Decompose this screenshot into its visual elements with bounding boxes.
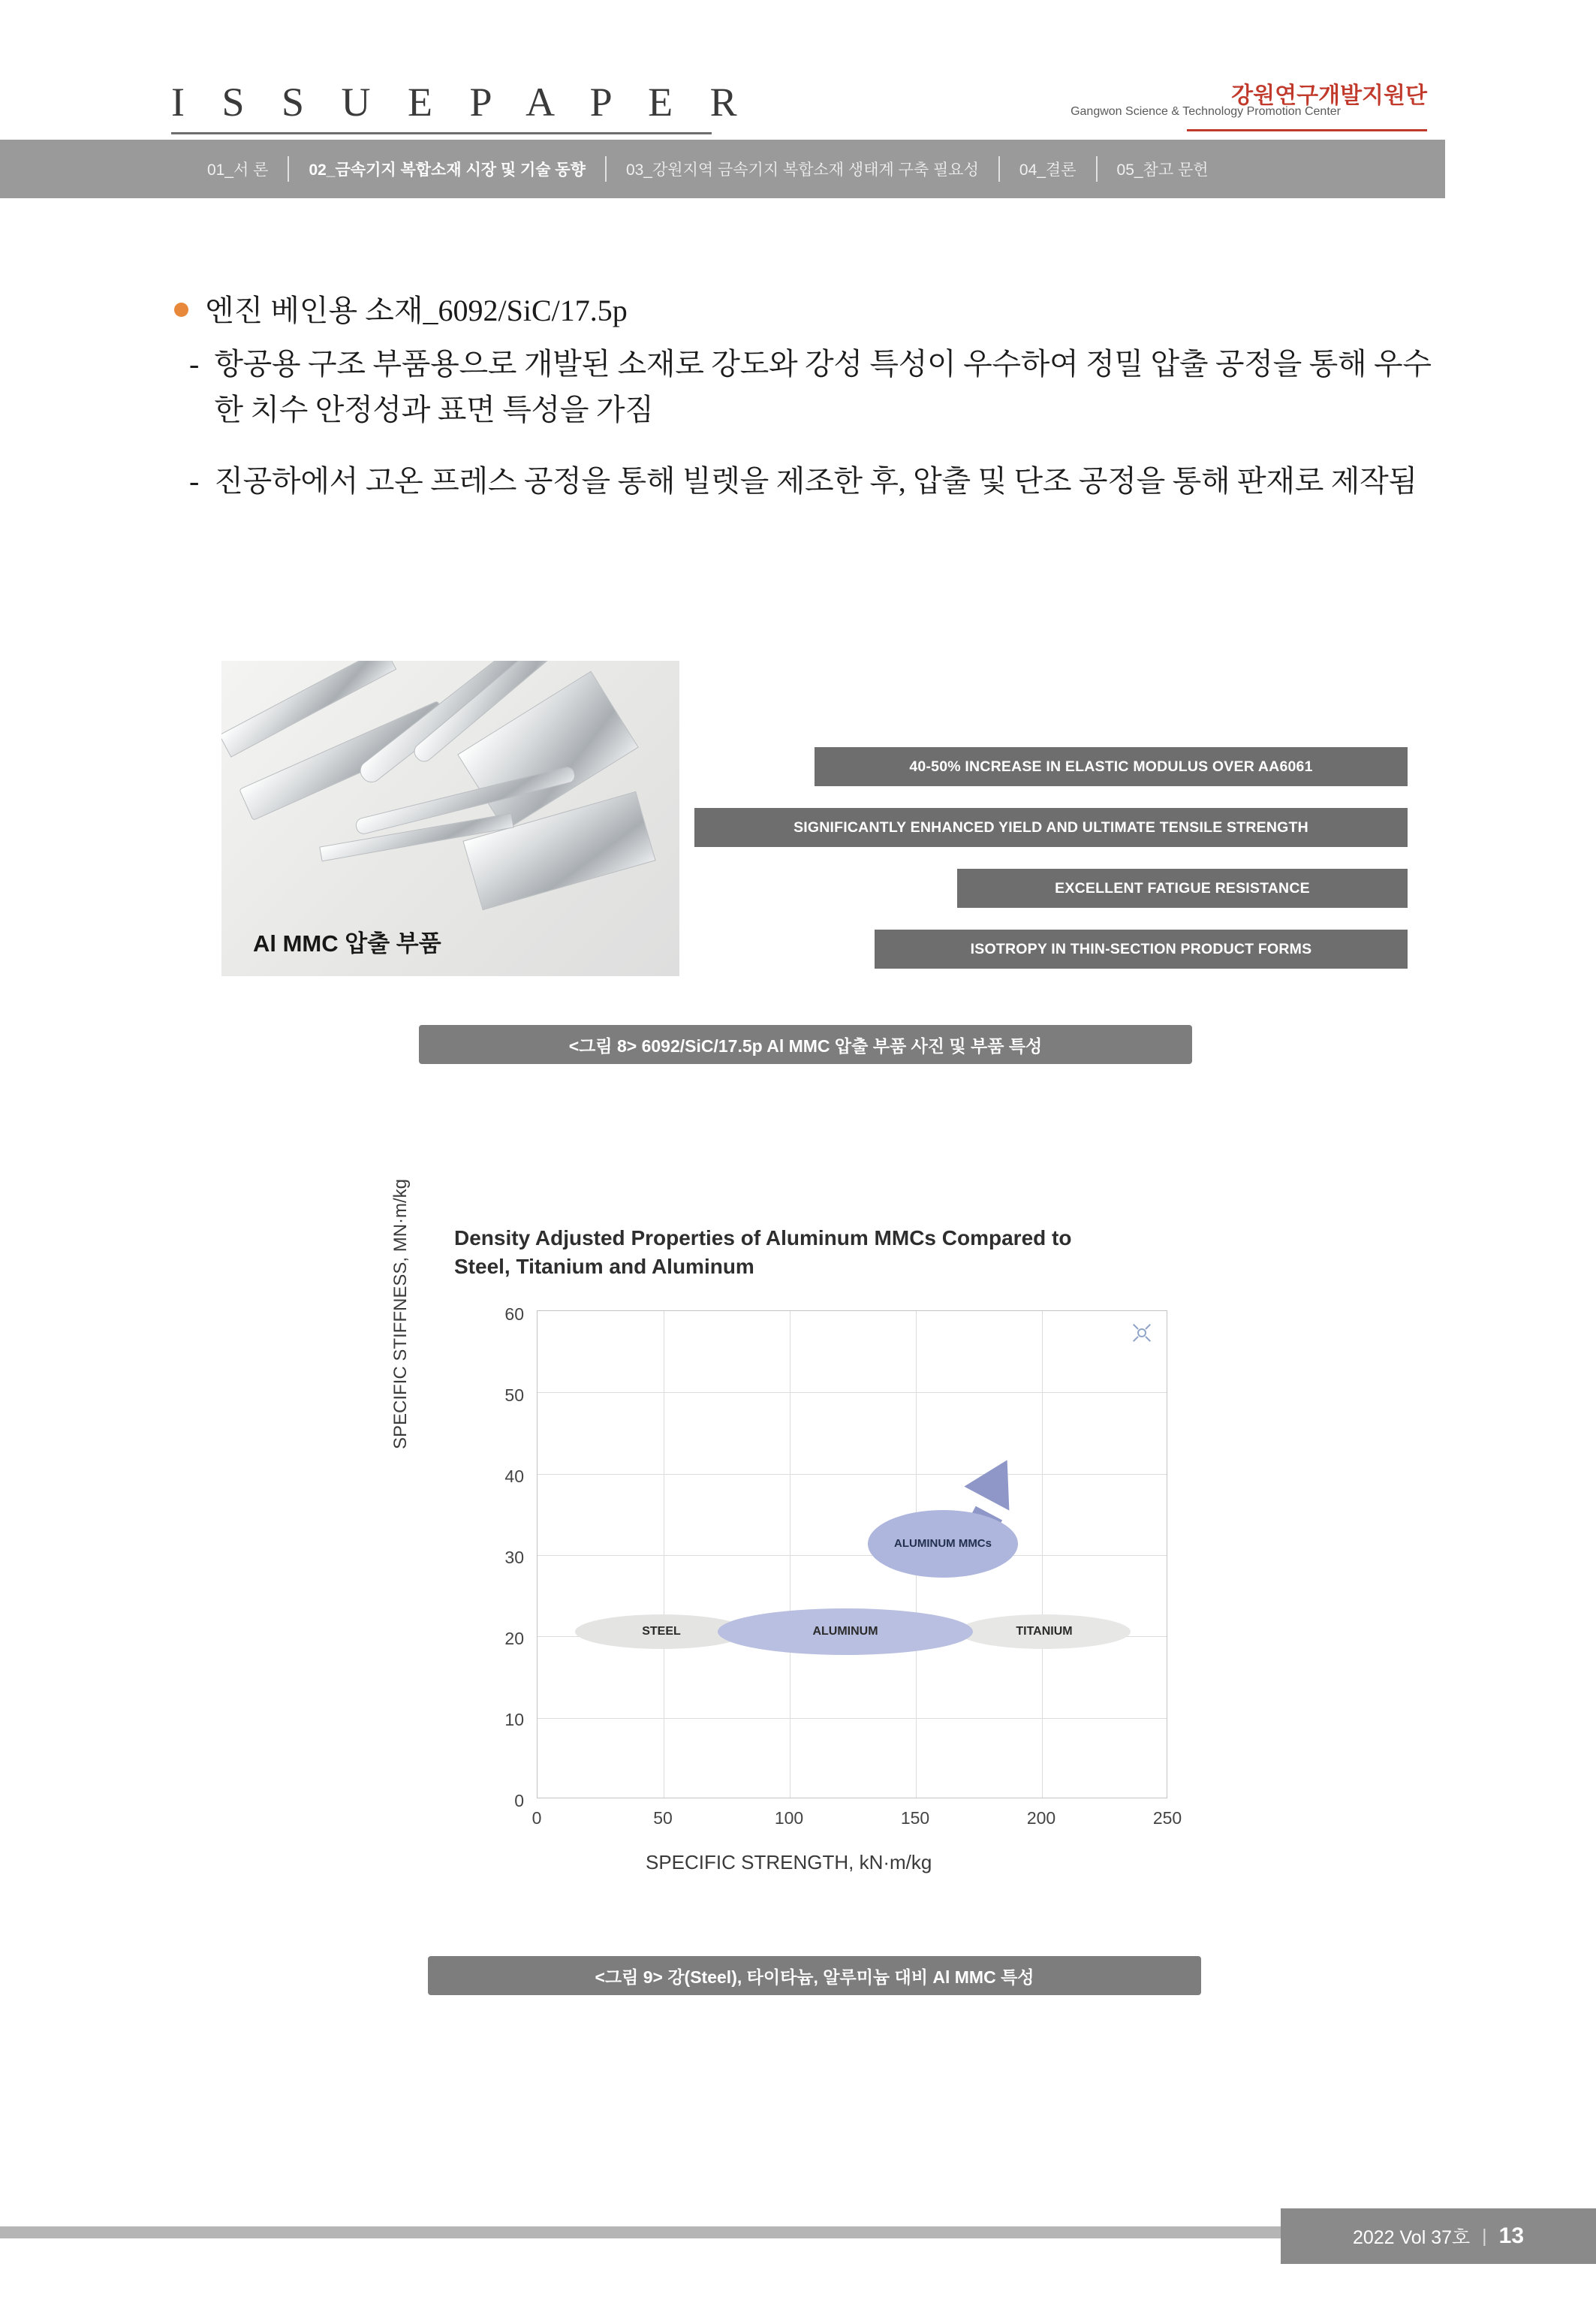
body-paragraph-1-text: 항공용 구조 부품용으로 개발된 소재로 강도와 강성 특성이 우수하여 정밀 압출 공정을 통해 우수한 치수 안정성과 표면 특성을 가짐 xyxy=(214,347,1432,427)
chart-gridline-h xyxy=(538,1392,1167,1393)
nav-item-04[interactable]: 04_결론 xyxy=(1019,161,1077,179)
chart-y-tick-50: 50 xyxy=(504,1385,524,1405)
spec-bar-1: 40-50% INCREASE IN ELASTIC MODULUS OVER AA6061 xyxy=(815,747,1408,786)
body-paragraph-2-text: 진공하에서 고온 프레스 공정을 통해 빌렛을 제조한 후, 압출 및 단조 공정을 통해 판재로 제작됨 xyxy=(214,464,1417,498)
figure-8-photo xyxy=(221,661,679,976)
brand-korean-name: 강원연구개발지원단 xyxy=(1231,83,1427,108)
section-navbar xyxy=(0,140,1445,198)
spec-bar-3: EXCELLENT FATIGUE RESISTANCE xyxy=(957,869,1408,908)
chart-x-tick-250: 250 xyxy=(1152,1808,1182,1828)
nav-item-01[interactable]: 01_서 론 xyxy=(207,161,269,179)
chart-group-aluminum xyxy=(718,1608,973,1655)
nav-item-03[interactable]: 03_강원지역 금속기지 복합소재 생태계 구축 필요성 xyxy=(625,161,979,179)
chart-x-tick-50: 50 xyxy=(653,1808,673,1828)
title-divider xyxy=(171,132,712,134)
chart-y-tick-30: 30 xyxy=(504,1548,524,1567)
spec-bar-2: SIGNIFICANTLY ENHANCED YIELD AND ULTIMATE TENSILE STRENGTH xyxy=(694,808,1408,847)
chart-group-titanium xyxy=(958,1614,1131,1649)
spec-bar-4: ISOTROPY IN THIN-SECTION PRODUCT FORMS xyxy=(875,930,1408,969)
dash-marker-icon: - xyxy=(189,347,200,381)
footer-page-block xyxy=(1281,2208,1596,2264)
footer-divider: | xyxy=(1482,2225,1487,2247)
page-header xyxy=(0,0,1596,203)
brand-korean-block xyxy=(1231,83,1427,110)
bullet-heading-text: 엔진 베인용 소재_6092/SiC/17.5p xyxy=(205,294,628,327)
nav-item-02[interactable]: 02_금속기지 복합소재 시장 및 기술 동향 xyxy=(309,161,586,179)
chart-y-axis-label: SPECIFIC STIFFNESS, MN·m/kg xyxy=(390,1178,411,1449)
figure-8-photo-label: Al MMC 압출 부품 xyxy=(253,930,441,957)
brand-divider xyxy=(1187,129,1427,131)
chart-gridline-v xyxy=(1042,1311,1043,1798)
body-paragraph-2 xyxy=(189,459,1450,505)
bullet-heading xyxy=(174,289,628,333)
chart-group-label-aluminum-mmcs: ALUMINUM MMCs xyxy=(894,1537,992,1551)
expand-icon[interactable] xyxy=(1131,1322,1153,1344)
footer-page-number: 13 xyxy=(1498,2223,1525,2248)
figure-9-caption: <그림 9> 강(Steel), 타이타늄, 알루미늄 대비 Al MMC 특성 xyxy=(428,1956,1201,1995)
footer-volume: 2022 Vol 37호 xyxy=(1352,2227,1471,2248)
chart-y-tick-60: 60 xyxy=(504,1304,524,1324)
nav-item-05[interactable]: 05_참고 문헌 xyxy=(1116,161,1209,179)
chart-gridline-h xyxy=(538,1474,1167,1475)
chart-y-tick-40: 40 xyxy=(504,1466,524,1486)
figure-8 xyxy=(221,661,1408,976)
chart-x-tick-150: 150 xyxy=(900,1808,930,1828)
chart-title: Density Adjusted Properties of Aluminum MMCs Compared to Steel, Titanium and Aluminum xyxy=(454,1226,1072,1278)
chart-gridline-h xyxy=(538,1555,1167,1556)
chart-x-tick-100: 100 xyxy=(774,1808,804,1828)
chart-y-tick-10: 10 xyxy=(504,1710,524,1729)
chart-group-label-titanium: TITANIUM xyxy=(1016,1625,1073,1638)
chart-gridline-h xyxy=(538,1718,1167,1719)
brand-english-name: Gangwon Science & Technology Promotion Center xyxy=(1071,105,1341,118)
page-title: I S S U E P A P E R xyxy=(171,80,751,125)
chart-x-tick-0: 0 xyxy=(531,1808,542,1828)
chart-y-tick-20: 20 xyxy=(504,1629,524,1648)
chart-x-axis-label: SPECIFIC STRENGTH, kN·m/kg xyxy=(646,1851,932,1873)
chart-y-tick-0: 0 xyxy=(514,1791,524,1810)
figure-8-spec-bars xyxy=(679,661,1408,976)
chart-arrow-head-icon xyxy=(964,1448,1029,1510)
chart-plot-area xyxy=(537,1310,1167,1798)
figure-8-caption: <그림 8> 6092/SiC/17.5p Al MMC 압출 부품 사진 및 부품 특성 xyxy=(419,1025,1192,1064)
body-paragraph-1 xyxy=(189,342,1450,433)
chart-group-label-steel: STEEL xyxy=(642,1625,681,1638)
chart-group-aluminum-mmcs xyxy=(868,1510,1018,1578)
dash-marker-icon: - xyxy=(189,464,200,498)
chart-x-tick-200: 200 xyxy=(1026,1808,1056,1828)
bullet-dot-icon xyxy=(174,303,188,317)
chart-group-label-aluminum: ALUMINUM xyxy=(812,1625,878,1638)
figure-9-chart xyxy=(390,1178,1194,1922)
